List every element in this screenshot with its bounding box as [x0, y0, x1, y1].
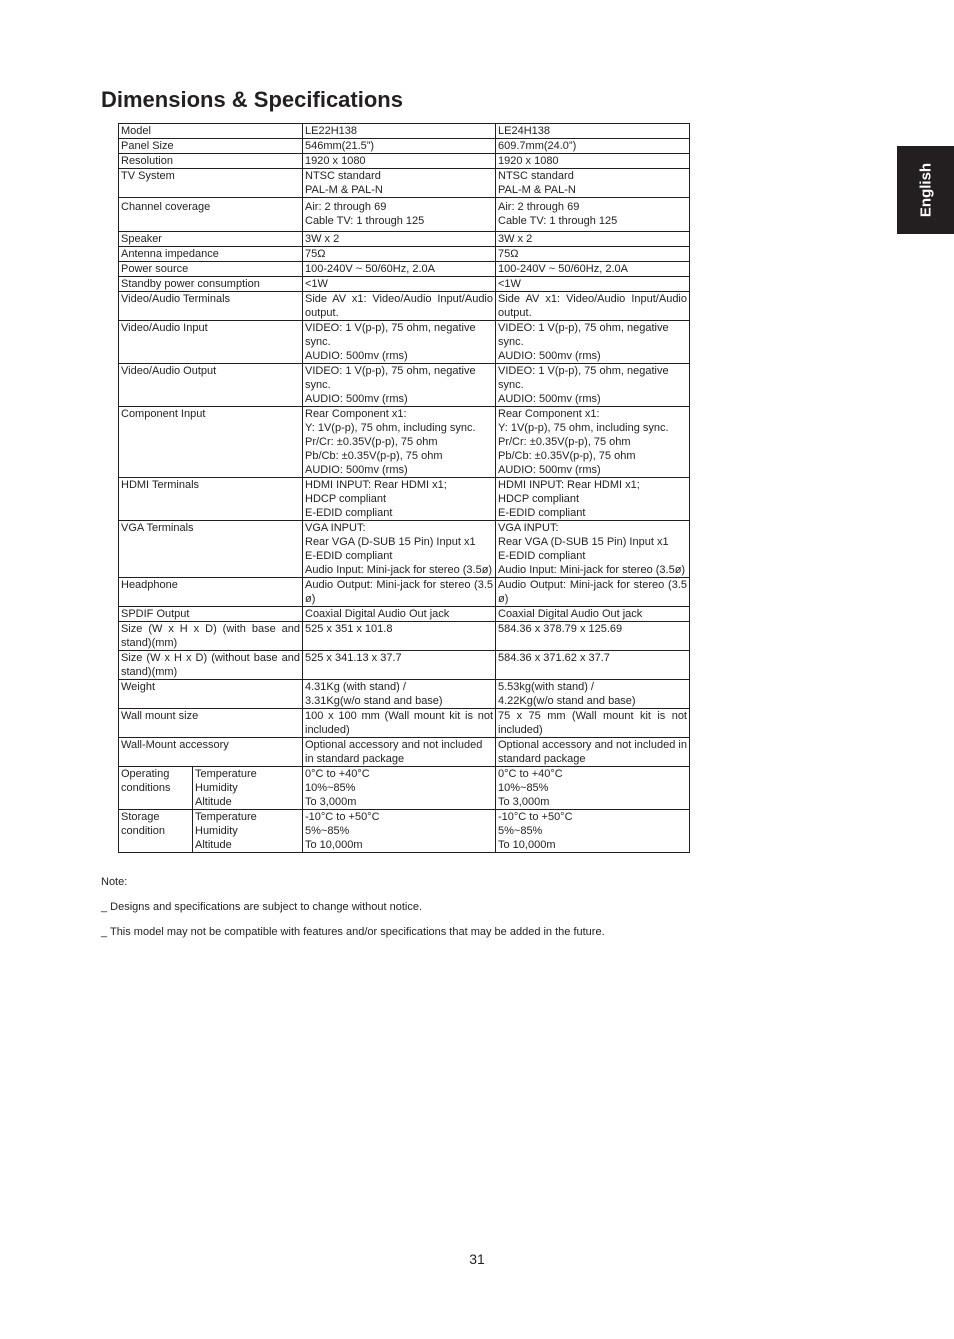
- spec-value-le22h138: 100 x 100 mm (Wall mount kit is not included): [303, 709, 496, 738]
- spec-value-le24h138: Rear Component x1: Y: 1V(p-p), 75 ohm, including sync. Pr/Cr: ±0.35V(p-p), 75 ohm Pb/Cb: ±0.35V(p-p), 75 ohm AUDIO: 500mv (rms): [496, 407, 690, 478]
- table-row: [119, 680, 690, 709]
- table-row: [119, 154, 690, 169]
- spec-label: Size (W x H x D) (without base and stand)(mm): [119, 651, 303, 680]
- spec-label: Panel Size: [119, 139, 303, 154]
- table-row: [119, 292, 690, 321]
- operating-conditions-parameters: Temperature Humidity Altitude: [193, 767, 303, 810]
- spec-label: VGA Terminals: [119, 521, 303, 578]
- spec-value-le22h138: VIDEO: 1 V(p-p), 75 ohm, negative sync. AUDIO: 500mv (rms): [303, 364, 496, 407]
- spec-label: Model: [119, 124, 303, 139]
- note-item: _ Designs and specifications are subject to change without notice.: [101, 901, 423, 913]
- spec-value-le24h138: 100-240V ~ 50/60Hz, 2.0A: [496, 262, 690, 277]
- spec-label: Channel coverage: [119, 198, 303, 232]
- spec-value-le22h138: 75Ω: [303, 247, 496, 262]
- spec-label: Weight: [119, 680, 303, 709]
- spec-value-le24h138: 609.7mm(24.0”): [496, 139, 690, 154]
- table-row: [119, 262, 690, 277]
- table-row: [119, 521, 690, 578]
- spec-value-le24h138: VIDEO: 1 V(p-p), 75 ohm, negative sync. AUDIO: 500mv (rms): [496, 321, 690, 364]
- table-row: [119, 478, 690, 521]
- storage-condition-label: Storage condition: [119, 810, 193, 853]
- table-row: [119, 364, 690, 407]
- spec-value-le24h138: Coaxial Digital Audio Out jack: [496, 607, 690, 622]
- spec-value-le22h138: Side AV x1: Video/Audio Input/Audio output.: [303, 292, 496, 321]
- spec-value-le22h138: -10°C to +50°C 5%~85% To 10,000m: [303, 810, 496, 853]
- spec-value-le24h138: 75 x 75 mm (Wall mount kit is not included): [496, 709, 690, 738]
- spec-label: Video/Audio Output: [119, 364, 303, 407]
- spec-value-le24h138: <1W: [496, 277, 690, 292]
- table-row: [119, 232, 690, 247]
- table-row: [119, 277, 690, 292]
- table-row: [119, 607, 690, 622]
- spec-value-le22h138: VGA INPUT: Rear VGA (D-SUB 15 Pin) Input x1 E-EDID compliant Audio Input: Mini-jack for stereo (3.5ø): [303, 521, 496, 578]
- specifications-body: [119, 124, 690, 853]
- notes-heading: Note:: [101, 876, 128, 888]
- spec-value-le22h138: 3W x 2: [303, 232, 496, 247]
- language-tab-label: English: [917, 162, 934, 218]
- spec-value-le22h138: 1920 x 1080: [303, 154, 496, 169]
- spec-label: SPDIF Output: [119, 607, 303, 622]
- table-row: [119, 651, 690, 680]
- spec-value-le22h138: 4.31Kg (with stand) / 3.31Kg(w/o stand and base): [303, 680, 496, 709]
- table-row: [119, 738, 690, 767]
- storage-condition-row: [119, 810, 690, 853]
- spec-label: TV System: [119, 169, 303, 198]
- table-row: [119, 247, 690, 262]
- spec-value-le24h138: Side AV x1: Video/Audio Input/Audio output.: [496, 292, 690, 321]
- spec-label: Wall mount size: [119, 709, 303, 738]
- table-row: [119, 578, 690, 607]
- spec-value-le22h138: Optional accessory and not included in standard package: [303, 738, 496, 767]
- table-row: [119, 321, 690, 364]
- spec-value-le22h138: Coaxial Digital Audio Out jack: [303, 607, 496, 622]
- operating-conditions-label: Operating conditions: [119, 767, 193, 810]
- spec-value-le22h138: NTSC standard PAL-M & PAL-N: [303, 169, 496, 198]
- language-tab: [897, 146, 954, 234]
- spec-label: Speaker: [119, 232, 303, 247]
- table-row: [119, 169, 690, 198]
- spec-value-le24h138: 0°C to +40°C 10%~85% To 3,000m: [496, 767, 690, 810]
- spec-value-le22h138: 525 x 341.13 x 37.7: [303, 651, 496, 680]
- table-row: [119, 198, 690, 232]
- spec-value-le22h138: VIDEO: 1 V(p-p), 75 ohm, negative sync. AUDIO: 500mv (rms): [303, 321, 496, 364]
- spec-label: Wall-Mount accessory: [119, 738, 303, 767]
- page-number: 31: [469, 1251, 485, 1267]
- spec-value-le22h138: Audio Output: Mini-jack for stereo (3.5 ø): [303, 578, 496, 607]
- spec-label: Power source: [119, 262, 303, 277]
- table-row: [119, 709, 690, 738]
- spec-value-le24h138: LE24H138: [496, 124, 690, 139]
- spec-value-le24h138: 3W x 2: [496, 232, 690, 247]
- spec-value-le24h138: 5.53kg(with stand) / 4.22Kg(w/o stand and base): [496, 680, 690, 709]
- spec-label: Video/Audio Input: [119, 321, 303, 364]
- spec-value-le22h138: 525 x 351 x 101.8: [303, 622, 496, 651]
- table-row: [119, 139, 690, 154]
- spec-value-le22h138: <1W: [303, 277, 496, 292]
- spec-value-le24h138: Audio Output: Mini-jack for stereo (3.5 ø): [496, 578, 690, 607]
- specifications-table: [118, 123, 690, 853]
- table-row: [119, 124, 690, 139]
- operating-conditions-row: [119, 767, 690, 810]
- spec-label: Standby power consumption: [119, 277, 303, 292]
- page-title: Dimensions & Specifications: [101, 87, 403, 112]
- spec-label: Antenna impedance: [119, 247, 303, 262]
- spec-value-le22h138: Rear Component x1: Y: 1V(p-p), 75 ohm, including sync. Pr/Cr: ±0.35V(p-p), 75 ohm Pb/Cb: ±0.35V(p-p), 75 ohm AUDIO: 500mv (rms): [303, 407, 496, 478]
- spec-label: Headphone: [119, 578, 303, 607]
- spec-label: Video/Audio Terminals: [119, 292, 303, 321]
- spec-value-le22h138: 546mm(21.5”): [303, 139, 496, 154]
- spec-value-le22h138: 0°C to +40°C 10%~85% To 3,000m: [303, 767, 496, 810]
- spec-value-le22h138: 100-240V ~ 50/60Hz, 2.0A: [303, 262, 496, 277]
- spec-value-le24h138: VIDEO: 1 V(p-p), 75 ohm, negative sync. AUDIO: 500mv (rms): [496, 364, 690, 407]
- spec-value-le22h138: HDMI INPUT: Rear HDMI x1; HDCP compliant E-EDID compliant: [303, 478, 496, 521]
- spec-value-le24h138: NTSC standard PAL-M & PAL-N: [496, 169, 690, 198]
- spec-value-le24h138: 1920 x 1080: [496, 154, 690, 169]
- notes-section: [101, 875, 605, 950]
- spec-value-le24h138: Air: 2 through 69 Cable TV: 1 through 125: [496, 198, 690, 232]
- spec-value-le24h138: 75Ω: [496, 247, 690, 262]
- spec-value-le24h138: 584.36 x 371.62 x 37.7: [496, 651, 690, 680]
- spec-value-le22h138: Air: 2 through 69 Cable TV: 1 through 125: [303, 198, 496, 232]
- spec-label: HDMI Terminals: [119, 478, 303, 521]
- spec-label: Resolution: [119, 154, 303, 169]
- spec-value-le24h138: -10°C to +50°C 5%~85% To 10,000m: [496, 810, 690, 853]
- spec-value-le24h138: 584.36 x 378.79 x 125.69: [496, 622, 690, 651]
- spec-label: Component Input: [119, 407, 303, 478]
- table-row: [119, 622, 690, 651]
- note-item: _ This model may not be compatible with features and/or specifications that may be added in the future.: [101, 926, 605, 938]
- spec-value-le22h138: LE22H138: [303, 124, 496, 139]
- spec-value-le24h138: HDMI INPUT: Rear HDMI x1; HDCP compliant E-EDID compliant: [496, 478, 690, 521]
- storage-condition-parameters: Temperature Humidity Altitude: [193, 810, 303, 853]
- table-row: [119, 407, 690, 478]
- spec-value-le24h138: Optional accessory and not included in standard package: [496, 738, 690, 767]
- spec-value-le24h138: VGA INPUT: Rear VGA (D-SUB 15 Pin) Input x1 E-EDID compliant Audio Input: Mini-jack for stereo (3.5ø): [496, 521, 690, 578]
- spec-label: Size (W x H x D) (with base and stand)(mm): [119, 622, 303, 651]
